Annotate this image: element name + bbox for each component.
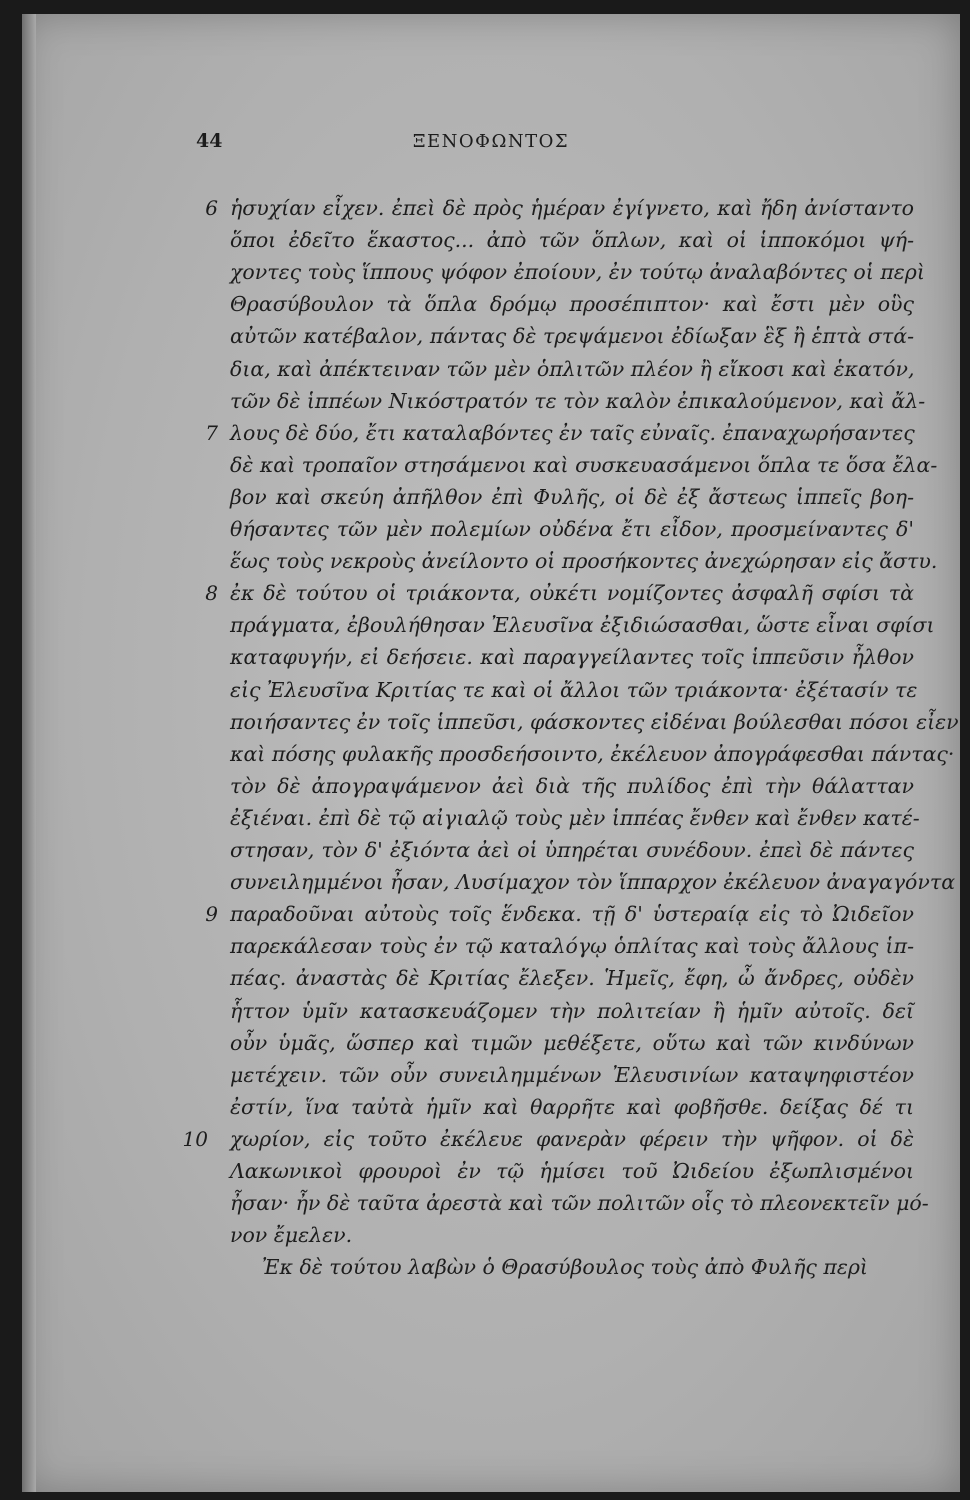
page-binding-edge: [22, 14, 36, 1492]
text-line: Λακωνικοὶ φρουροὶ ἐν τῷ ἡμίσει τοῦ Ὠιδείου ἐξωπλισμένοι: [230, 1159, 914, 1183]
text-line: τῶν δὲ ἱππέων Νικόστρατόν τε τὸν καλὸν ἐπικαλούμενον, καὶ ἄλ-: [230, 388, 926, 413]
text-line: ἐστίν, ἵνα ταὐτὰ ἡμῖν καὶ θαρρῆτε καὶ φοβῆσθε. δείξας δέ τι: [230, 1094, 914, 1119]
text-line: ἐκ δὲ τούτου οἱ τριάκοντα, οὐκέτι νομίζοντες ἀσφαλῆ σφίσι τὰ: [230, 581, 914, 606]
text-line: οὖν ὑμᾶς, ὥσπερ καὶ τιμῶν μεθέξετε, οὕτω καὶ τῶν κινδύνων: [230, 1030, 914, 1055]
text-line: δια, καὶ ἀπέκτειναν τῶν μὲν ὁπλιτῶν πλέον ἢ εἴκοσι καὶ ἑκατόν,: [230, 356, 915, 381]
text-line: παρεκάλεσαν τοὺς ἐν τῷ καταλόγῳ ὁπλίτας καὶ τοὺς ἄλλους ἱπ-: [230, 934, 914, 959]
text-line: μετέχειν. τῶν οὖν συνειλημμένων Ἐλευσινίων καταψηφιστέον: [230, 1062, 914, 1087]
text-line: ἐξιέναι. ἐπὶ δὲ τῷ αἰγιαλῷ τοὺς μὲν ἱππέας ἔνθεν καὶ ἔνθεν κατέ-: [230, 805, 920, 830]
text-line: νον ἔμελεν.: [230, 1223, 353, 1248]
text-line: δὲ καὶ τροπαῖον στησάμενοι καὶ συσκευασάμενοι ὅπλα τε ὅσα ἔλα-: [230, 452, 938, 477]
text-line: πράγματα, ἐβουλήθησαν Ἐλευσῖνα ἐξιδιώσασθαι, ὥστε εἶναι σφίσι: [230, 613, 935, 638]
text-line: θήσαντες τῶν μὲν πολεμίων οὐδένα ἔτι εἶδον, προσμείναντες δ': [230, 517, 914, 541]
section-number: 10: [182, 1126, 208, 1151]
text-line: ἧττον ὑμῖν κατασκευάζομεν τὴν πολιτείαν ἢ ἡμῖν αὐτοῖς. δεῖ: [230, 998, 914, 1023]
page-number: 44: [196, 130, 223, 152]
text-line: Θρασύβουλον τὰ ὅπλα δρόμῳ προσέπιπτον· καὶ ἔστι μὲν οὓς: [230, 292, 914, 317]
text-line: ποιήσαντες ἐν τοῖς ἱππεῦσι, φάσκοντες εἰδέναι βούλεσθαι πόσοι εἶεν: [230, 709, 959, 734]
running-title: ΞΕΝΟΦΩΝΤΟΣ: [412, 131, 570, 152]
text-line: λους δὲ δύο, ἔτι καταλαβόντες ἐν ταῖς εὐναῖς. ἐπαναχωρήσαντες: [230, 420, 915, 445]
section-number: 7: [205, 420, 218, 445]
text-line: παραδοῦναι αὐτοὺς τοῖς ἕνδεκα. τῇ δ' ὑστεραίᾳ εἰς τὸ Ὠιδεῖον: [230, 902, 914, 927]
text-line: στησαν, τὸν δ' ἐξιόντα ἀεὶ οἱ ὑπηρέται συνέδουν. ἐπεὶ δὲ πάντες: [230, 838, 914, 862]
text-line: βον καὶ σκεύη ἀπῆλθον ἐπὶ Φυλῆς, οἱ δὲ ἐξ ἄστεως ἱππεῖς βοη-: [230, 484, 914, 509]
section-number: 6: [205, 196, 218, 220]
text-line: καταφυγήν, εἰ δεήσειε. καὶ παραγγείλαντες τοῖς ἱππεῦσιν ἦλθον: [230, 645, 914, 670]
book-page: [22, 14, 960, 1492]
text-line: χωρίον, εἰς τοῦτο ἐκέλευε φανερὰν φέρειν τὴν ψῆφον. οἱ δὲ: [230, 1126, 914, 1151]
text-line: συνειλημμένοι ἦσαν, Λυσίμαχον τὸν ἵππαρχον ἐκέλευον ἀναγαγόντα: [230, 870, 956, 895]
text-line: εἰς Ἐλευσῖνα Κριτίας τε καὶ οἱ ἄλλοι τῶν τριάκοντα· ἐξέτασίν τε: [230, 677, 918, 702]
text-line: ἦσαν· ἦν δὲ ταῦτα ἀρεστὰ καὶ τῶν πολιτῶν οἷς τὸ πλεονεκτεῖν μό-: [230, 1191, 929, 1216]
text-line: ἡσυχίαν εἶχεν. ἐπεὶ δὲ πρὸς ἡμέραν ἐγίγνετο, καὶ ἤδη ἀνίσταντο: [230, 196, 914, 220]
section-number: 8: [205, 581, 218, 606]
section-number: 9: [205, 902, 218, 927]
text-line: πέας. ἀναστὰς δὲ Κριτίας ἔλεξεν. Ἡμεῖς, ἔφη, ὦ ἄνδρες, οὐδὲν: [230, 966, 914, 991]
text-line: ὅποι ἐδεῖτο ἕκαστος... ἀπὸ τῶν ὅπλων, καὶ οἱ ἱπποκόμοι ψή-: [230, 228, 914, 253]
text-line: καὶ πόσης φυλακῆς προσδεήσοιντο, ἐκέλευον ἀπογράφεσθαι πάντας·: [230, 741, 955, 766]
text-line: Ἐκ δὲ τούτου λαβὼν ὁ Θρασύβουλος τοὺς ἀπὸ Φυλῆς περὶ: [262, 1255, 868, 1280]
text-line: χοντες τοὺς ἵππους ψόφον ἐποίουν, ἐν τούτῳ ἀναλαβόντες οἱ περὶ: [230, 260, 925, 285]
text-line: αὐτῶν κατέβαλον, πάντας δὲ τρεψάμενοι ἐδίωξαν ἓξ ἢ ἑπτὰ στά-: [230, 324, 914, 349]
text-line: ἕως τοὺς νεκροὺς ἀνείλοντο οἱ προσήκοντες ἀνεχώρησαν εἰς ἄστυ.: [230, 549, 938, 574]
text-line: τὸν δὲ ἀπογραψάμενον ἀεὶ διὰ τῆς πυλίδος ἐπὶ τὴν θάλατταν: [230, 773, 914, 798]
